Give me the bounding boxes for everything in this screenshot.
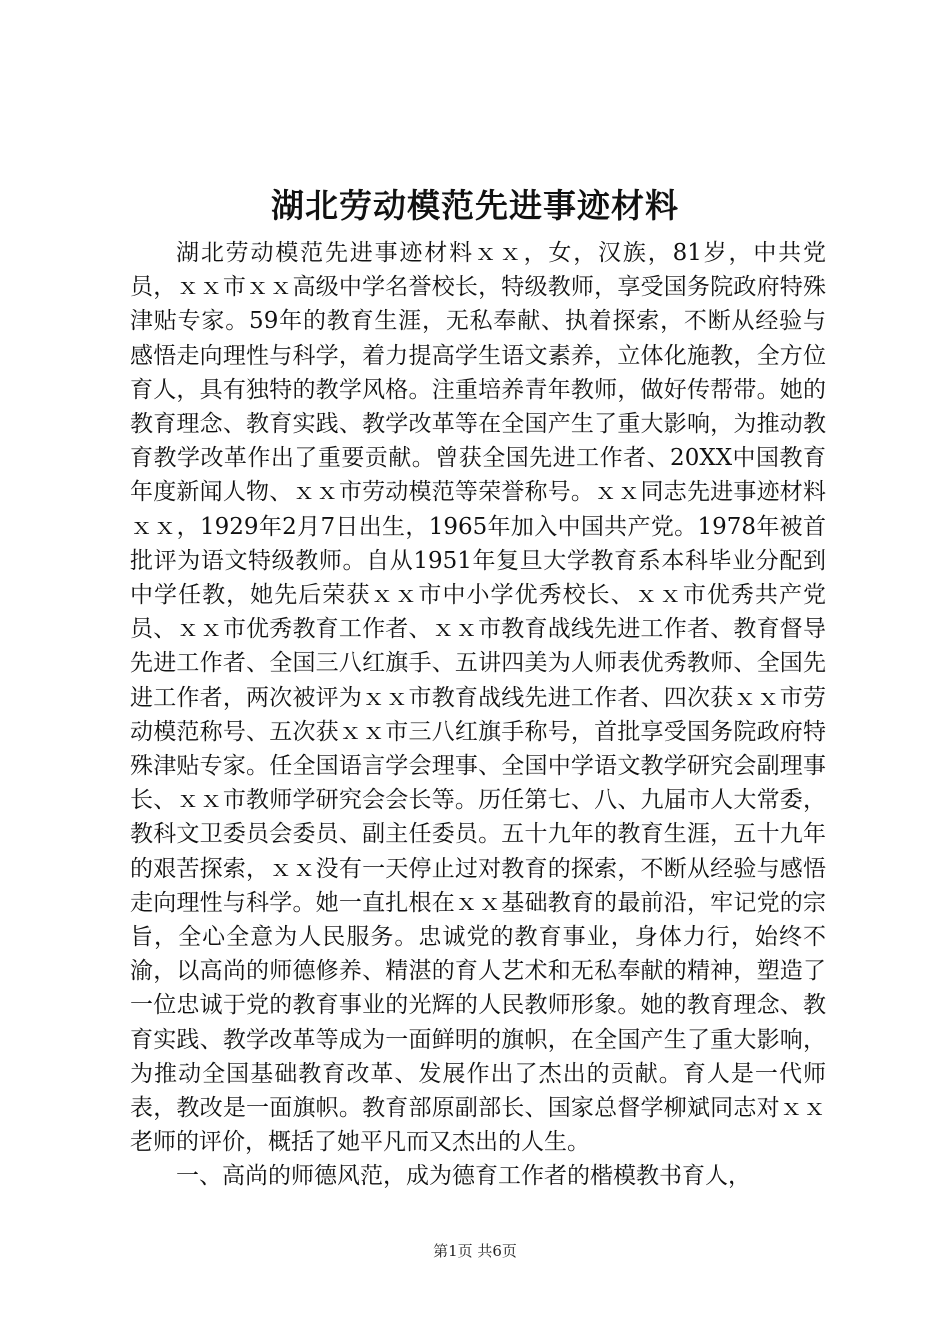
document-title: 湖北劳动模范先进事迹材料 bbox=[271, 186, 679, 225]
paragraph-1: 湖北劳动模范先进事迹材料ｘｘ，女，汉族，81岁，中共党员，ｘｘ市ｘｘ高级中学名誉校长，特级教师，享受国务院政府特殊津贴专家。59年的教育生涯，无私奉献、执着探索，不断从经验与感悟走向理性与科学，着力提高学生语文素养，立体化施教，全方位育人，具有独特的教学风格。注重培养青年教师，做好传帮带。她的教育理念、教育实践、教学改革等在全国产生了重大影响，为推动教育教学改革作出了重要贡献。曾获全国先进工作者、20XX中国教育年度新闻人物、ｘｘ市劳动模范等荣誉称号。ｘｘ同志先进事迹材料ｘｘ，1929年2月7日出生，1965年加入中国共产党。1978年被首批评为语文特级教师。自从1951年复旦大学教育系本科毕业分配到中学任教，她先后荣获ｘｘ市中小学优秀校长、ｘｘ市优秀共产党员、ｘｘ市优秀教育工作者、ｘｘ市教育战线先进工作者、教育督导先进工作者、全国三八红旗手、五讲四美为人师表优秀教师、全国先进工作者，两次被评为ｘｘ市教育战线先进工作者、四次获ｘｘ市劳动模范称号、五次获ｘｘ市三八红旗手称号，首批享受国务院政府特殊津贴专家。任全国语言学会理事、全国中学语文教学研究会副理事长、ｘｘ市教师学研究会会长等。历任第七、八、九届市人大常委，教科文卫委员会委员、副主任委员。五十九年的教育生涯，五十九年的艰苦探索，ｘｘ没有一天停止过对教育的探索，不断从经验与感悟走向理性与科学。她一直扎根在ｘｘ基础教育的最前沿，牢记党的宗旨，全心全意为人民服务。忠诚党的教育事业，身体力行，始终不渝，以高尚的师德修养、精湛的育人艺术和无私奉献的精神，塑造了一位忠诚于党的教育事业的光辉的人民教师形象。她的教育理念、教育实践、教学改革等成为一面鲜明的旗帜，在全国产生了重大影响，为推动全国基础教育改革、发展作出了杰出的贡献。育人是一代师表，教改是一面旗帜。教育部原副部长、国家总督学柳斌同志对ｘｘ老师的评价，概括了她平凡而又杰出的人生。 bbox=[130, 240, 827, 1156]
paragraph-2: 一、高尚的师德风范，成为德育工作者的楷模教书育人， bbox=[176, 1163, 751, 1190]
document-body bbox=[130, 236, 826, 1194]
page-number-footer: 第1页 共6页 bbox=[433, 1242, 517, 1260]
